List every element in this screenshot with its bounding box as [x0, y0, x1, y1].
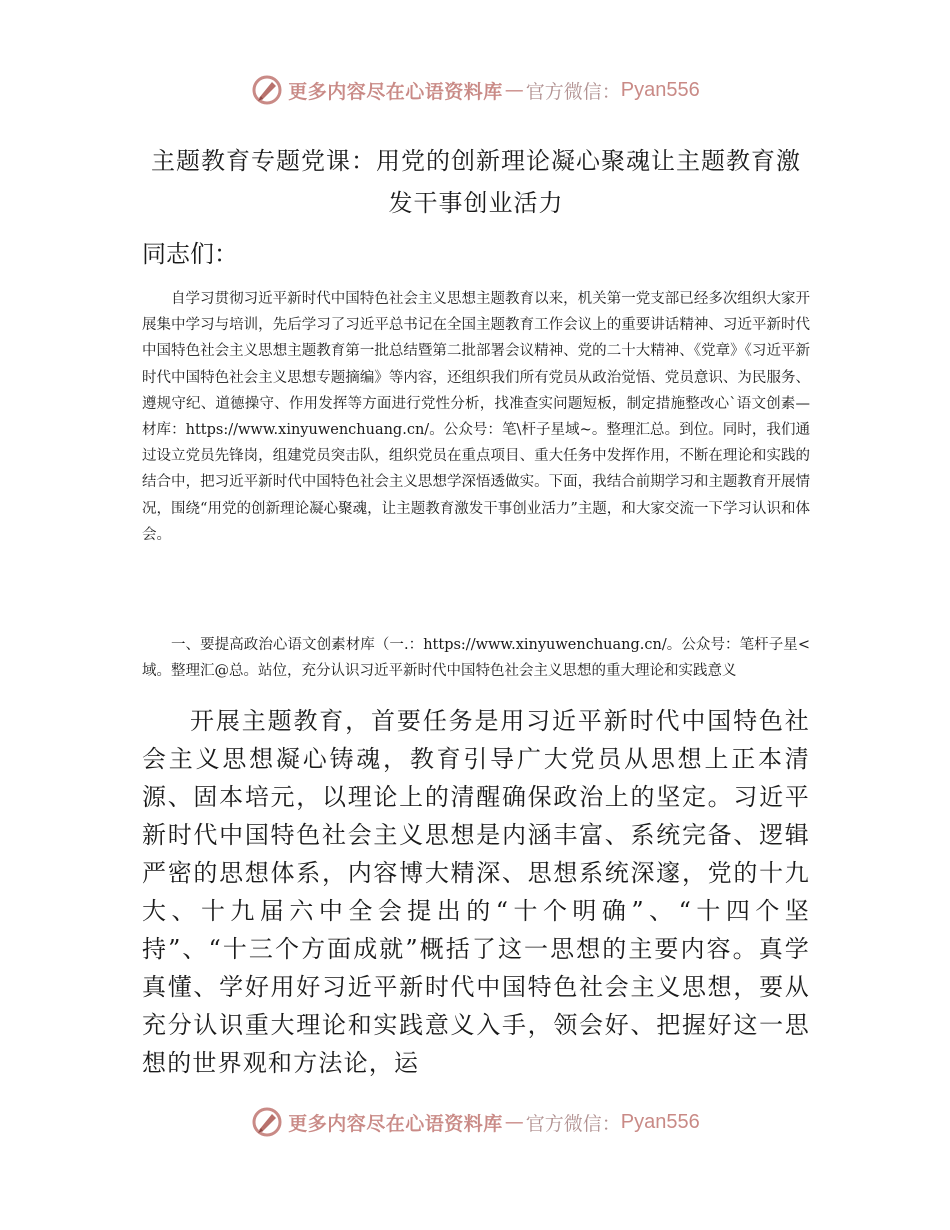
banner-wechat-label: 官方微信：	[525, 1112, 621, 1135]
pen-nib-logo-icon	[250, 1105, 284, 1139]
intro-paragraph: 自学习贯彻习近平新时代中国特色社会主义思想主题教育以来，机关第一党支部已经多次组织大家开展集中学习与培训，先后学习了习近平总书记在全国主题教育工作会议上的重要讲话精神、习近平新时代中国特色社会主义思想主题教育第一批总结暨第二批部署会议精神、党的二十大精神、《党章》《习近平新时代中国特色社会主义思想专题摘编》等内容，还组织我们所有党员从政治觉悟、党员意识、为民服务、遵规守纪、道德操守、作用发挥等方面进行党性分析，找准查实问题短板，制定措施整改心`语文创素—材库：https://www.xinyuwenchuang.cn/。公众号：笔\杆子星域~。整理汇总。到位。同时，我们通过设立党员先锋岗，组建党员突击队，组织党员在重点项目、重大任务中发挥作用，不断在理论和实践的结合中，把习近平新时代中国特色社会主义思想学深悟透做实。下面，我结合前期学习和主题教育开展情况，围绕“用党的创新理论凝心聚魂，让主题教育激发干事创业活力”主题，和大家交流一下学习认识和体会。	[142, 291, 810, 543]
banner-wechat-label: 官方微信：	[525, 80, 621, 103]
banner-separator: —	[504, 1111, 524, 1133]
banner-wechat-id: Pyan556	[620, 78, 700, 101]
banner-separator: —	[504, 79, 524, 101]
banner-wechat-id: Pyan556	[620, 1110, 700, 1133]
greeting: 同志们：	[142, 240, 238, 268]
body-paragraph: 开展主题教育，首要任务是用习近平新时代中国特色社会主义思想凝心铸魂，教育引导广大党员从思想上正本清源、固本培元，以理论上的清醒确保政治上的坚定。习近平新时代中国特色社会主义思想是内涵丰富、系统完备、逻辑严密的思想体系，内容博大精深、思想系统深邃，党的十九大、十九届六中全会提出的“十个明确”、“十四个坚持”、“十三个方面成就”概括了这一思想的主要内容。真学真懂、学好用好习近平新时代中国特色社会主义思想，要从充分认识重大理论和实践意义入手，领会好、把握好这一思想的世界观和方法论，运	[142, 707, 810, 1077]
header-banner	[0, 70, 950, 110]
banner-site-text: 更多内容尽在心语资料库	[288, 80, 503, 103]
banner-site-text: 更多内容尽在心语资料库	[288, 1112, 503, 1135]
section-heading-paragraph: 一、要提高政治心语文创素材库（一.：https://www.xinyuwenchuang.cn/。公众号：笔杆子星<域。整理汇@总。站位，充分认识习近平新时代中国特色社会主义思想的重大理论和实践意义	[142, 637, 810, 680]
document-title: 主题教育专题党课：用党的创新理论凝心聚魂让主题教育激发干事创业活力	[151, 147, 801, 217]
footer-banner	[0, 1102, 950, 1142]
pen-nib-logo-icon	[250, 73, 284, 107]
